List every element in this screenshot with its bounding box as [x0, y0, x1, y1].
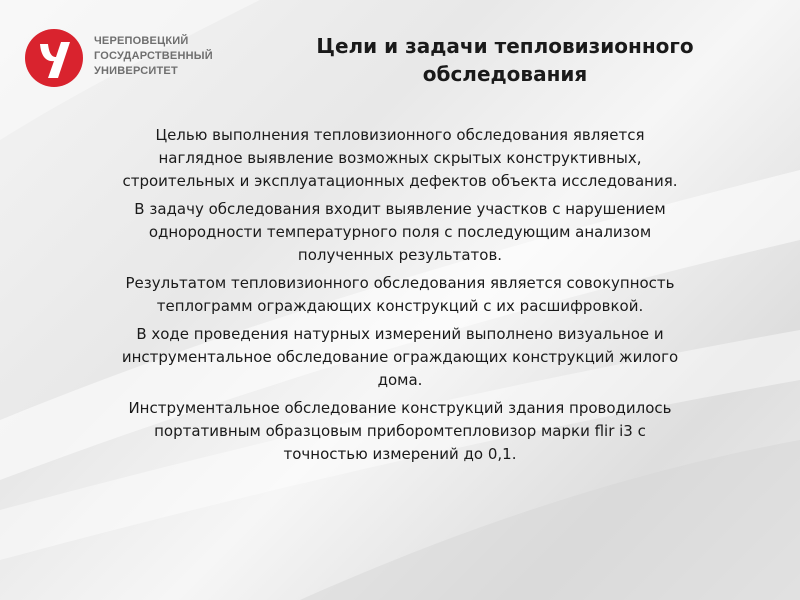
paragraph-line: строительных и эксплуатационных дефектов объекта исследования. — [122, 172, 678, 190]
slide-title-line: Цели и задачи тепловизионного — [316, 34, 694, 58]
paragraph-line: Целью выполнения тепловизионного обследования является — [155, 126, 645, 144]
paragraph-line: Результатом тепловизионного обследования является совокупность — [125, 274, 675, 292]
paragraph-line: В ходе проведения натурных измерений выполнено визуальное и — [136, 325, 664, 343]
paragraph-line: дома. — [377, 371, 423, 389]
paragraph-line: инструментальное обследование ограждающих конструкций жилого — [121, 348, 679, 366]
university-name-line: УНИВЕРСИТЕТ — [94, 65, 178, 77]
paragraph-result — [40, 272, 760, 318]
paragraph-line: портативным образцовым приборомтепловизор марки flir i3 с — [154, 422, 646, 440]
slide-title — [250, 32, 760, 88]
paragraph-task — [40, 198, 760, 267]
university-logo-icon — [24, 28, 84, 88]
paragraph-line: теплограмм ограждающих конструкций с их расшифровкой. — [156, 297, 644, 315]
paragraph-line: Инструментальное обследование конструкций здания проводилось — [128, 399, 672, 417]
slide-title-line: обследования — [422, 62, 588, 86]
paragraph-line: однородности температурного поля с последующим анализом — [148, 223, 652, 241]
paragraph-survey — [40, 323, 760, 392]
paragraph-line: В задачу обследования входит выявление участков с нарушением — [134, 200, 666, 218]
slide-body — [40, 124, 760, 471]
university-name-line: ГОСУДАРСТВЕННЫЙ — [94, 50, 213, 62]
paragraph-line: полученных результатов. — [297, 246, 503, 264]
university-name — [94, 34, 213, 79]
paragraph-goal — [40, 124, 760, 193]
paragraph-line: наглядное выявление возможных скрытых конструктивных, — [158, 149, 642, 167]
university-name-line: ЧЕРЕПОВЕЦКИЙ — [94, 35, 189, 47]
paragraph-instrument — [40, 397, 760, 466]
university-logo — [24, 24, 244, 94]
paragraph-line: точностью измерений до 0,1. — [283, 445, 517, 463]
